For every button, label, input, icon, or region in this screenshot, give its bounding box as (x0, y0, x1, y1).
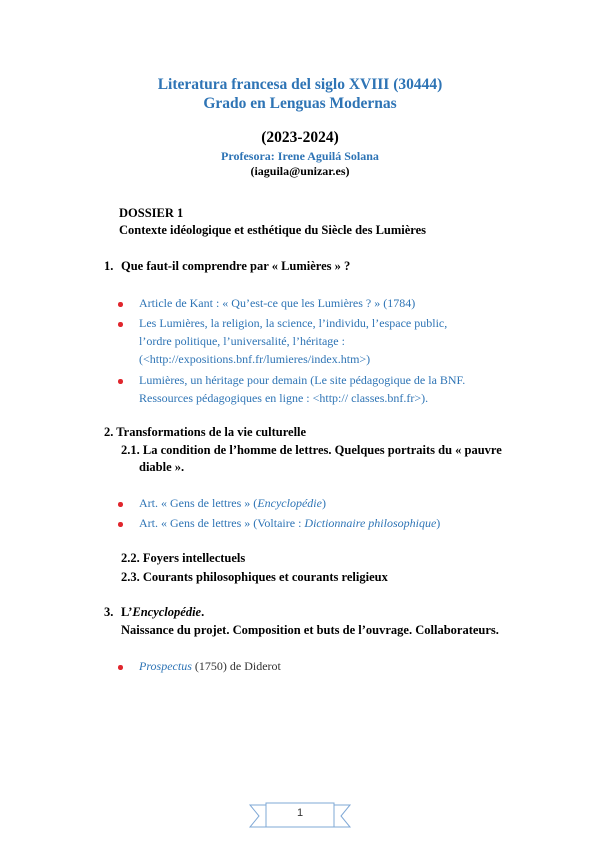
prospectus-link[interactable]: Prospectus (1750) de Diderot (139, 659, 281, 673)
course-title: Literatura francesa del siglo XVIII (30444) (157, 76, 443, 93)
page-number: 1 (296, 807, 304, 819)
section-1-number: 1. (104, 259, 114, 273)
subsection-2-1-line-1: 2.1. La condition de l’homme de lettres. Quelques portraits du « pauvre (121, 443, 502, 457)
bullet-icon (118, 665, 123, 670)
bnf-lumieres-line-2: l’ordre politique, l’universalité, l’héritage : (139, 334, 345, 348)
subsection-2-3: 2.3. Courants philosophiques et courants religieux (121, 570, 388, 584)
section-3-number: 3. (104, 605, 114, 619)
dossier-subtitle: Contexte idéologique et esthétique du Siècle des Lumières (119, 223, 427, 237)
bullet-icon (118, 322, 123, 327)
academic-year: (2023-2024) (261, 129, 339, 146)
professor-name: Profesora: Irene Aguilá Solana (221, 149, 379, 163)
section-3-description: Naissance du projet. Composition et buts de l’ouvrage. Collaborateurs. (121, 623, 499, 637)
professor-email: (iaguila@unizar.es) (250, 164, 350, 178)
degree-title: Grado en Lenguas Modernas (203, 95, 397, 112)
heritage-link[interactable]: Ressources pédagogiques en ligne : <http:// classes.bnf.fr>). (139, 391, 429, 405)
bullet-icon (118, 502, 123, 507)
bnf-lumieres-line-1: Les Lumières, la religion, la science, l’individu, l’espace public, (139, 316, 448, 330)
section-3-title: L’Encyclopédie. (121, 605, 205, 619)
encyclopedie-article-link[interactable]: Art. « Gens de lettres » (Encyclopédie) (139, 496, 326, 510)
section-2-title: 2. Transformations de la vie culturelle (104, 425, 307, 439)
subsection-2-1-line-2: diable ». (139, 460, 185, 474)
voltaire-article-link[interactable]: Art. « Gens de lettres » (Voltaire : Dictionnaire philosophique) (139, 516, 441, 530)
dossier-title: DOSSIER 1 (119, 206, 184, 220)
kant-article-link[interactable]: Article de Kant : « Qu’est-ce que les Lumières ? » (1784) (139, 296, 416, 310)
bullet-icon (118, 302, 123, 307)
bullet-icon (118, 379, 123, 384)
bullet-icon (118, 522, 123, 527)
section-1-title: Que faut-il comprendre par « Lumières » ? (121, 259, 351, 273)
heritage-line-1: Lumières, un héritage pour demain (Le site pédagogique de la BNF. (139, 373, 466, 387)
subsection-2-2: 2.2. Foyers intellectuels (121, 551, 246, 565)
bnf-lumieres-link[interactable]: (<http://expositions.bnf.fr/lumieres/index.htm>) (139, 352, 371, 366)
